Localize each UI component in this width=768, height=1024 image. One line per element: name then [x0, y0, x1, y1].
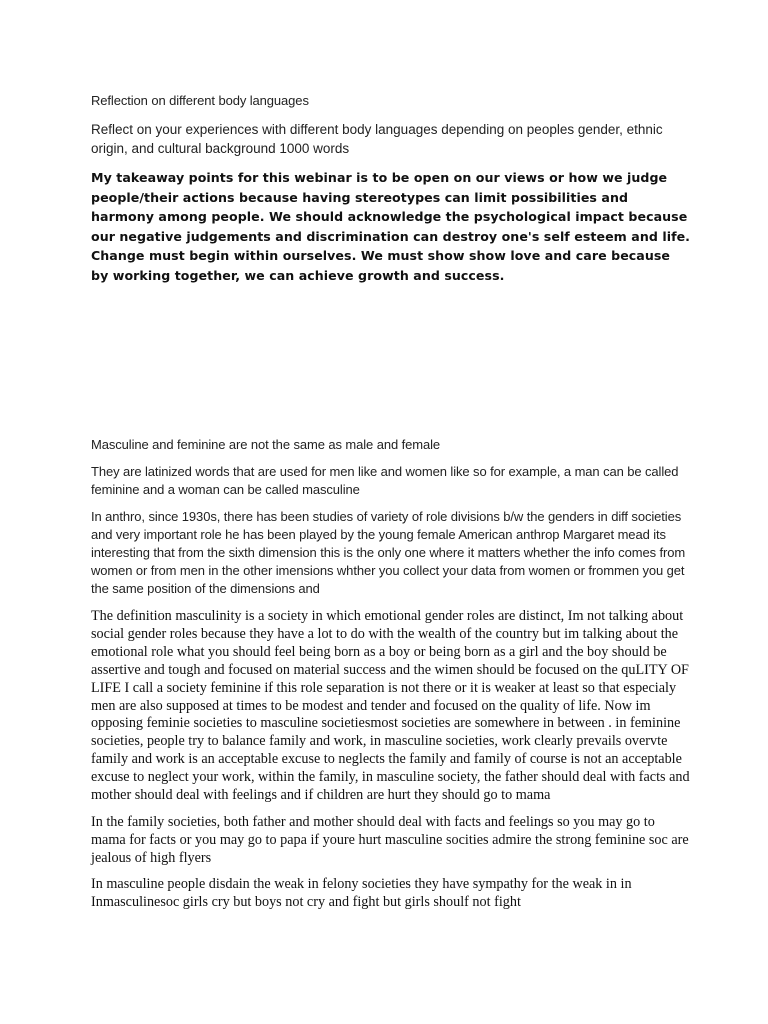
paragraph-definition: The definition masculinity is a society in which emotional gender roles are distinct, Im not talking about social gender roles because they have a lot to do with the wealth of the country but im talking about the emotional role what you should feel being born as a boy or being born as a girl and the boy should be assertive and tough and focused on material success and the wimen should be focused on the quLITY OF LIFE I call a society feminine if this role separation is not there or it is weaker at least so that especialy men are also supposed at times to be modest and tender and focused on the quality of life. Now im opposing feminie societies to masculine societiesmost societies are somewhere in between . in feminine societies, people try to balance family and work, in masculine societies, work clearly prevails overvte family and work is an acceptable excuse to neglects the family and family of course is not an acceptable excuse to neglect your work, within the family, in masculine society, the father should deal with facts and mother should deal with feelings and if children are hurt they should go to mama — [91, 608, 690, 804]
takeaway-paragraph: My takeaway points for this webinar is to be open on our views or how we judge people/their actions because having stereotypes can limit possibilities and harmony among people. We should acknowledge the psychological impact because our negative judgements and discrimination can destroy one's self esteem and life. Change must begin within ourselves. We must show show love and care because by working together, we can achieve growth and success. — [91, 170, 691, 283]
paragraph-family: In the family societies, both father and mother should deal with facts and feelings so you may go to mama for facts or you may go to papa if youre hurt masculine socities admire the strong feminine soc are jealous of high flyers — [91, 814, 689, 866]
paragraph-latinized: They are latinized words that are used for men like and women like so for example, a man can be called feminine and a woman can be called masculine — [91, 464, 679, 497]
paragraph-anthro: In anthro, since 1930s, there has been studies of variety of role divisions b/w the genders in diff societies and very important role he has been played by the young female American anthrop Margaret mead its interesting that from the sixth dimension this is the only one where it matters whether the info comes from women or from men in the other imensions whther you collect your data from women or frommen you get the same position of the dimensions and — [91, 509, 686, 596]
assignment-prompt: Reflect on your experiences with different body languages depending on peoples gender, ethnic origin, and cultural background 1000 words — [91, 122, 663, 156]
paragraph-disdain: In masculine people disdain the weak in felony societies they have sympathy for the weak in in Inmasculinesoc girls cry but boys not cry and fight but girls shoulf not fight — [91, 876, 632, 910]
document-title: Reflection on different body languages — [91, 93, 309, 108]
section-heading: Masculine and feminine are not the same as male and female — [91, 437, 441, 452]
